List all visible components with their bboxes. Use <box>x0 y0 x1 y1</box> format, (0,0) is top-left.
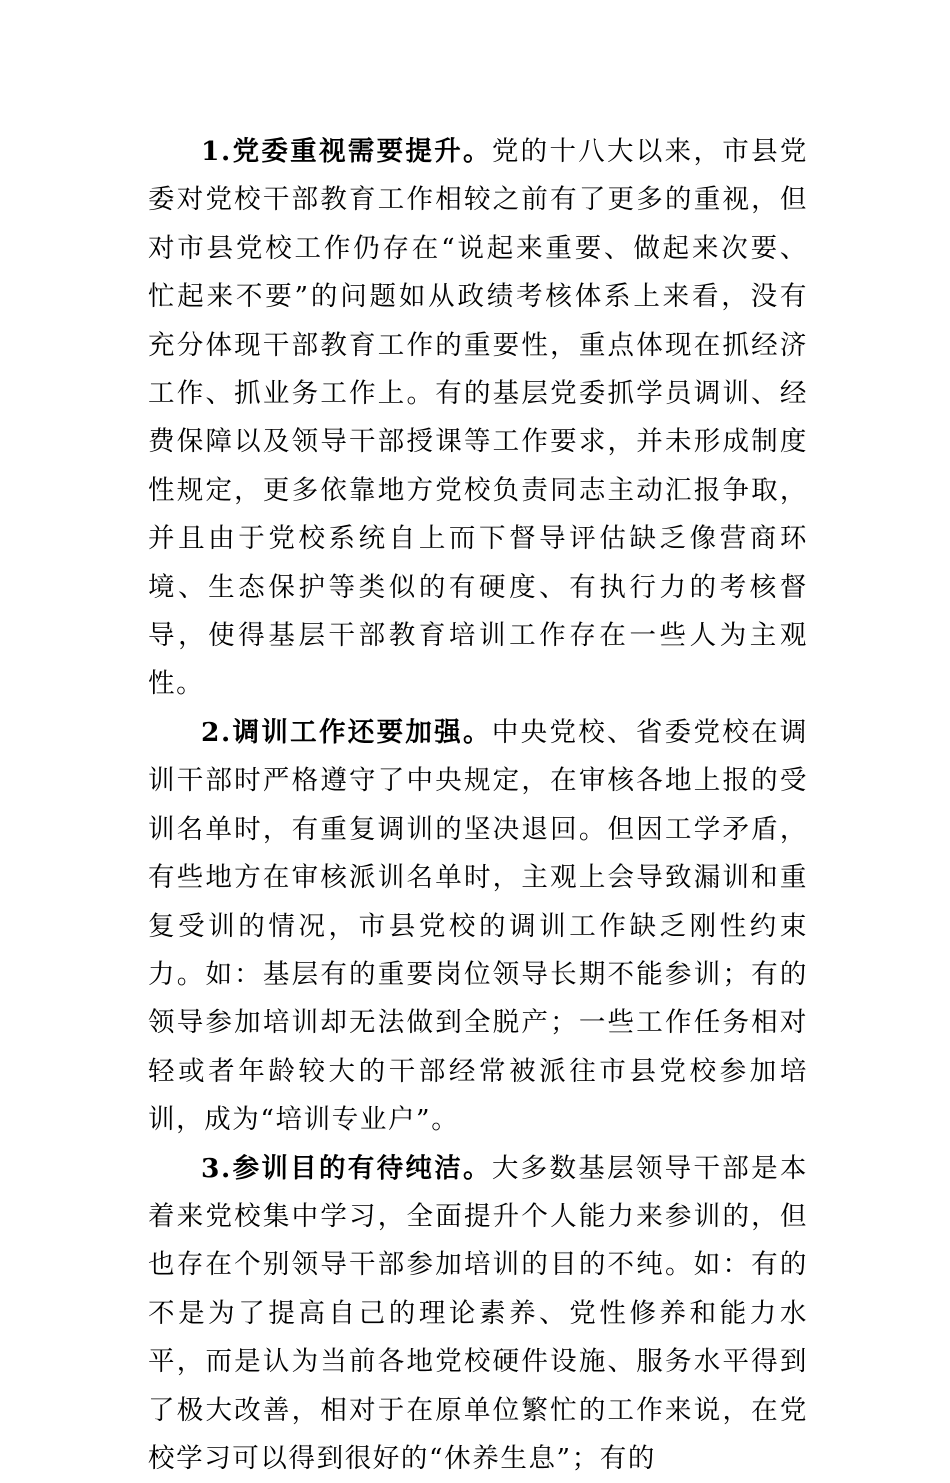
paragraph-2-body: 中央党校、省委党校在调训干部时严格遵守了中央规定，在审核各地上报的受训名单时，有重复调训的坚决退回。但因工学矛盾，有些地方在审核派训名单时，主观上会导致漏训和重复受训的情况，市县党校的调训工作缺乏刚性约束力。如：基层有的重要岗位领导长期不能参训；有的领导参加培训却无法做到全脱产；一些工作任务相对轻或者年龄较大的干部经常被派往市县党校参加培训，成为“培训专业户”。 <box>148 716 808 1136</box>
document-page <box>148 128 808 1483</box>
paragraph-1-body: 党的十八大以来，市县党委对党校干部教育工作相较之前有了更多的重视，但对市县党校工作仍存在“说起来重要、做起来次要、忙起来不要”的问题如从政绩考核体系上来看，没有充分体现干部教育工作的重要性，重点体现在抓经济工作、抓业务工作上。有的基层党委抓学员调训、经费保障以及领导干部授课等工作要求，并未形成制度性规定，更多依靠地方党校负责同志主动汇报争取，并且由于党校系统自上而下督导评估缺乏像营商环境、生态保护等类似的有硬度、有执行力的考核督导，使得基层干部教育培训工作存在一些人为主观性。 <box>148 136 808 700</box>
paragraph-3 <box>148 1145 808 1483</box>
paragraph-3-body: 大多数基层领导干部是本着来党校集中学习，全面提升个人能力来参训的，但也存在个别领导干部参加培训的目的不纯。如：有的不是为了提高自己的理论素养、党性修养和能力水平，而是认为当前各地党校硬件设施、服务水平得到了极大改善，相对于在原单位繁忙的工作来说，在党校学习可以得到很好的“休养生息”；有的 <box>148 1152 808 1474</box>
paragraph-3-heading: 3.参训目的有待纯洁。 <box>201 1152 492 1184</box>
paragraph-2-heading: 2.调训工作还要加强。 <box>201 716 492 748</box>
paragraph-1 <box>148 128 808 709</box>
paragraph-1-heading: 1.党委重视需要提升。 <box>201 136 492 167</box>
paragraph-2 <box>148 709 808 1145</box>
